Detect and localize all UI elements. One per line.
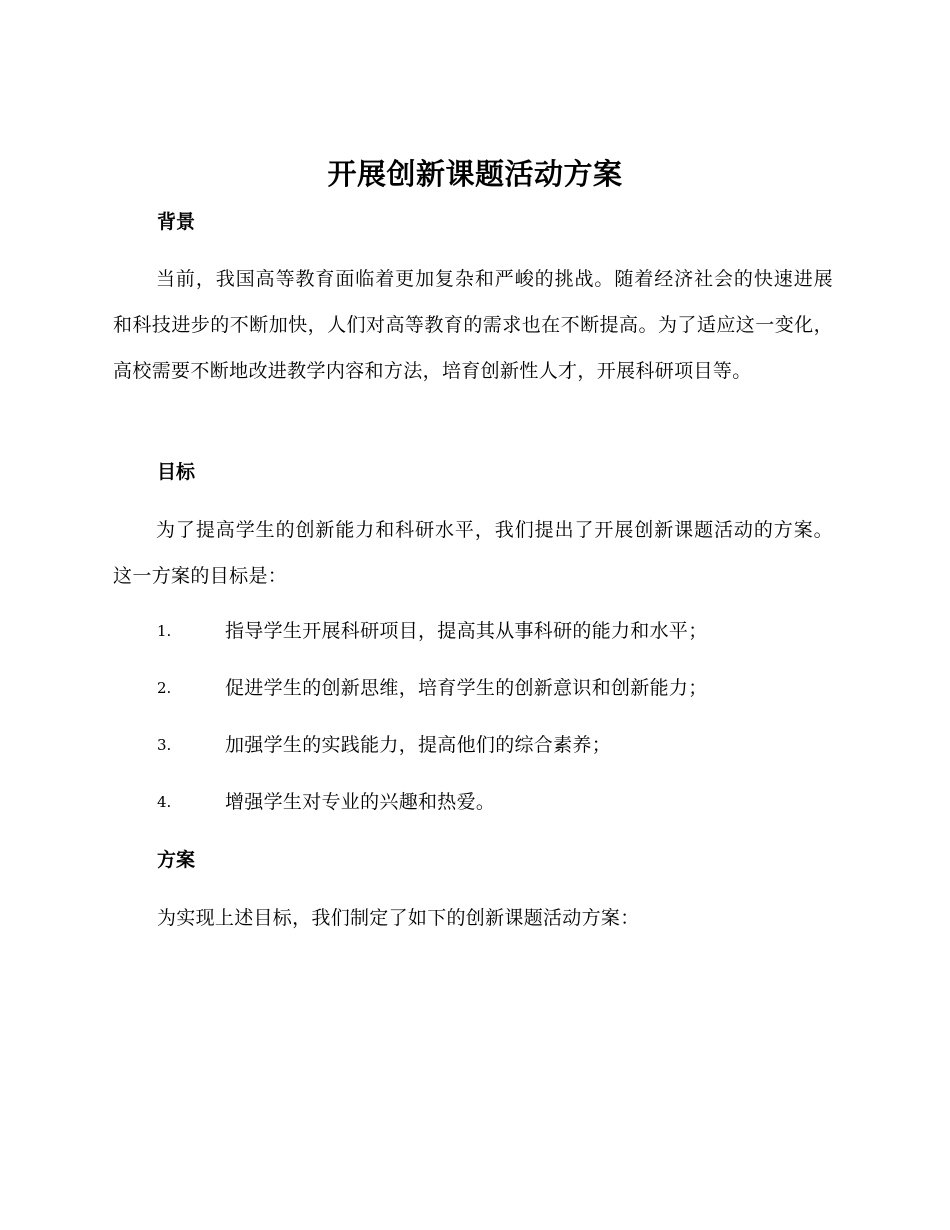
list-item-number: 1. [157, 622, 172, 640]
list-item-text: 增强学生对专业的兴趣和热爱。 [225, 791, 496, 813]
list-item-number: 4. [157, 793, 172, 811]
list-item-text: 促进学生的创新思维，培育学生的创新意识和创新能力； [225, 677, 708, 699]
section-paragraph-background: 当前，我国高等教育面临着更加复杂和严峻的挑战。随着经济社会的快速进展和科技进步的不断加快，人们对高等教育的需求也在不断提高。为了适应这一变化，高校需要不断地改进教学内容和方法，培育创新性人才，开展科研项目等。 [113, 268, 833, 382]
list-item-number: 2. [157, 679, 172, 697]
list-item-text: 指导学生开展科研项目，提高其从事科研的能力和水平； [225, 620, 708, 642]
list-item [157, 616, 837, 646]
list-item-number: 3. [157, 736, 172, 754]
section-paragraph-plan: 为实现上述目标，我们制定了如下的创新课题活动方案： [157, 907, 640, 929]
list-item [157, 673, 837, 703]
document-title: 开展创新课题活动方案 [327, 157, 623, 191]
list-item-text: 加强学生的实践能力，提高他们的综合素养； [225, 734, 612, 756]
section-heading-goals: 目标 [157, 461, 196, 483]
section-paragraph-goals: 为了提高学生的创新能力和科研水平，我们提出了开展创新课题活动的方案。这一方案的目标是： [113, 519, 833, 587]
list-item [157, 730, 837, 760]
list-item [157, 787, 837, 817]
section-heading-background: 背景 [157, 211, 196, 233]
section-heading-plan: 方案 [157, 849, 196, 871]
